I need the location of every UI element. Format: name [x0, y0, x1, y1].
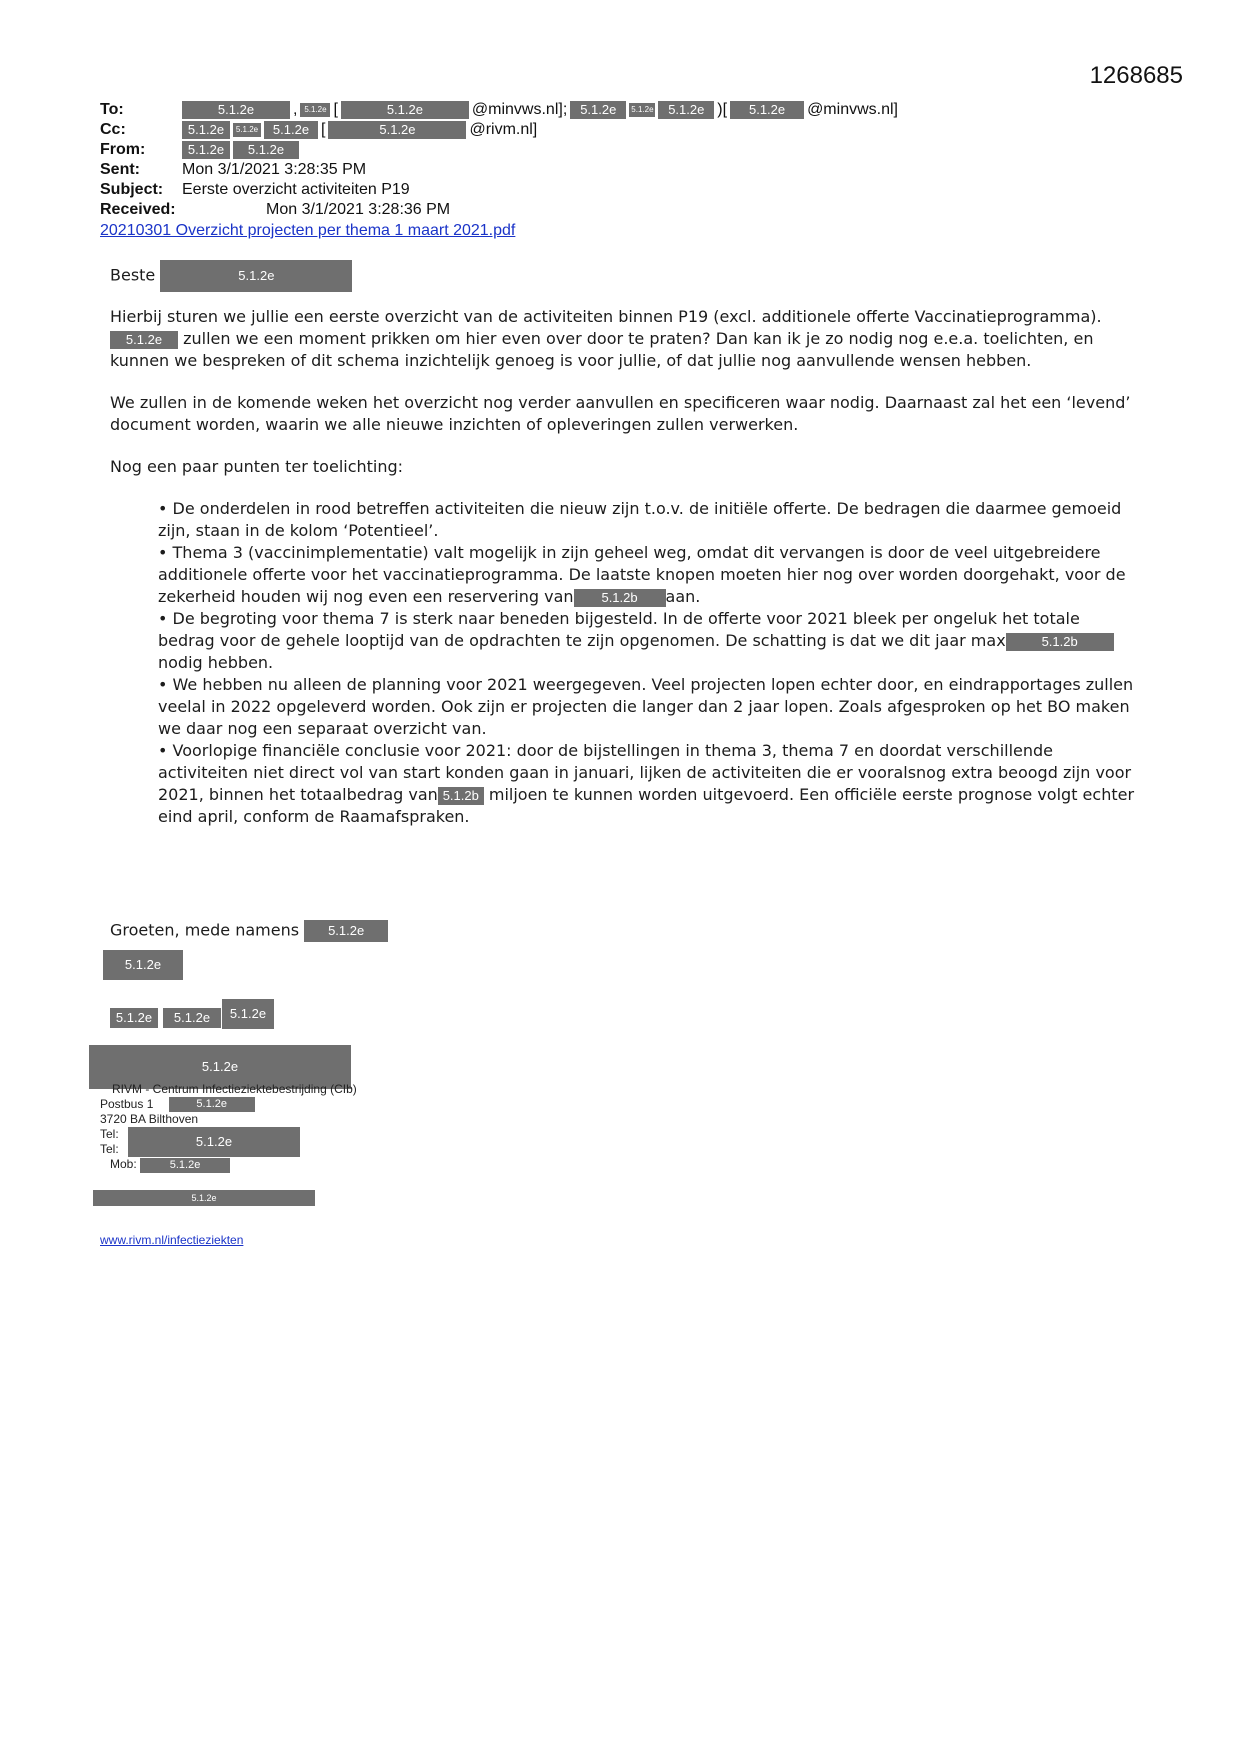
- redaction: 5.1.2e: [629, 103, 655, 117]
- bullet-text: nodig hebben.: [158, 653, 274, 672]
- redaction: 5.1.2e: [570, 101, 626, 119]
- paragraph-3: We zullen in de komende weken het overzicht nog verder aanvullen en specificeren waar nodig. Daarnaast zal het een ‘levend’ document worden, waarin we alle nieuwe inzichten of opleveringen zullen verwerken.: [110, 393, 1131, 434]
- redaction: 5.1.2e: [304, 920, 388, 942]
- signature-phones: [100, 1127, 357, 1172]
- redaction: 5.1.2e: [182, 121, 230, 139]
- redaction: 5.1.2e: [110, 331, 178, 349]
- to-label: To:: [100, 101, 124, 118]
- sent-value: Mon 3/1/2021 3:28:35 PM: [182, 161, 367, 178]
- redaction: 5.1.2e: [300, 103, 330, 117]
- redaction: 5.1.2b: [1006, 633, 1114, 651]
- postbus-text: Postbus 1: [100, 1097, 154, 1111]
- salutation: Beste: [110, 265, 156, 285]
- subject-label: Subject:: [100, 181, 164, 198]
- redaction: 5.1.2e: [222, 999, 274, 1029]
- document-number: 1268685: [1089, 62, 1183, 89]
- redaction: 5.1.2e: [160, 260, 352, 292]
- separator: )[: [717, 101, 728, 118]
- to-value: [182, 100, 898, 120]
- redaction: 5.1.2e: [264, 121, 318, 139]
- paragraph-4: Nog een paar punten ter toelichting:: [110, 457, 404, 476]
- redaction: 5.1.2e: [110, 1008, 158, 1028]
- redaction: 5.1.2e: [140, 1158, 230, 1173]
- bullet-list: [158, 498, 1140, 828]
- redaction: 5.1.2e: [730, 101, 804, 119]
- bullet-text: • De begroting voor thema 7 is sterk naar beneden bijgesteld. In de offerte voor 2021 bleek per ongeluk het totale bedrag voor de gehele looptijd van de opdrachten te zijn opgenomen. De schatting is dat we dit jaar max: [158, 609, 1080, 650]
- greeting: [110, 920, 388, 942]
- bullet-item: • De onderdelen in rood betreffen activiteiten die nieuw zijn t.o.v. de initiële offerte. De bedragen die daarmee gemoeid zijn, staan in de kolom ‘Potentieel’.: [158, 499, 1122, 540]
- separator: [: [333, 101, 338, 118]
- bullet-text: • Voorlopige financiële conclusie voor 2021: door de bijstellingen in thema 3, thema 7 en doordat verschillende activiteiten niet direct vol van start konden gaan in januari, lijken de activiteiten die er vooralsnog extra beoogd zijn voor 2021, binnen het totaalbedrag van: [158, 741, 1132, 804]
- sent-label: Sent:: [100, 161, 140, 178]
- redaction: 5.1.2e: [103, 950, 183, 980]
- subject-value: Eerste overzicht activiteiten P19: [182, 181, 410, 198]
- website-link[interactable]: www.rivm.nl/infectieziekten: [100, 1233, 244, 1247]
- sent-row: [100, 160, 898, 180]
- redaction: 5.1.2b: [574, 589, 666, 607]
- redaction: 5.1.2e: [163, 1008, 221, 1028]
- received-label: Received:: [100, 201, 176, 218]
- from-label: From:: [100, 141, 146, 158]
- email-header: [100, 100, 898, 220]
- to-row: [100, 100, 898, 120]
- email-domain: @rivm.nl]: [469, 121, 538, 138]
- bullet-text: aan.: [665, 587, 701, 606]
- from-value: [182, 141, 299, 159]
- redaction: 5.1.2e: [169, 1097, 255, 1112]
- signature-city: 3720 BA Bilthoven: [100, 1112, 199, 1127]
- from-row: [100, 140, 898, 160]
- bullet-item: • We hebben nu alleen de planning voor 2021 weergegeven. Veel projecten lopen echter door, en eindrapportages zullen veelal in 2022 opgeleverd worden. Ook zijn er projecten die langer dan 2 jaar lopen. Zoals afgesproken op het BO maken we daar nog een separaat overzicht van.: [158, 675, 1134, 738]
- redaction: 5.1.2e: [182, 141, 230, 159]
- bullet-item: [158, 542, 1140, 608]
- redaction: 5.1.2e: [89, 1045, 351, 1089]
- redaction: 5.1.2e: [341, 101, 469, 119]
- separator: [: [321, 121, 326, 138]
- tel-2: Tel:: [100, 1142, 119, 1157]
- received-value: Mon 3/1/2021 3:28:36 PM: [266, 201, 451, 218]
- redaction: 5.1.2e: [233, 141, 299, 159]
- paragraph-1: Hierbij sturen we jullie een eerste overzicht van de activiteiten binnen P19 (excl. additionele offerte Vaccinatieprogramma).: [110, 307, 1102, 326]
- email-domain: @minvws.nl]: [807, 101, 898, 118]
- greeting-text: Groeten, mede namens: [110, 920, 300, 940]
- bullet-item: [158, 608, 1140, 674]
- subject-row: [100, 180, 898, 200]
- signature-postbus: [100, 1097, 357, 1112]
- signature-org: RIVM - Centrum Infectieziektebestrijding (CIb): [112, 1082, 357, 1096]
- cc-label: Cc:: [100, 121, 126, 138]
- received-row: [100, 200, 898, 220]
- tel-1: Tel:: [100, 1127, 119, 1142]
- email-domain: @minvws.nl];: [471, 101, 568, 118]
- redaction: 5.1.2e: [128, 1127, 300, 1157]
- paragraph-2-text: zullen we een moment prikken om hier even over door te praten? Dan kan ik je zo nodig nog e.e.a. toelichten, en kunnen we bespreken of dit schema inzichtelijk genoeg is voor jullie, of dat jullie nog aanvullende wensen hebben.: [110, 329, 1094, 370]
- redaction: 5.1.2e: [328, 121, 466, 139]
- mob-label: Mob:: [110, 1157, 137, 1172]
- redaction: 5.1.2b: [438, 787, 484, 805]
- redaction: 5.1.2e: [93, 1190, 315, 1206]
- redaction: 5.1.2e: [233, 123, 261, 137]
- bullet-text: • Thema 3 (vaccinimplementatie) valt mogelijk in zijn geheel weg, omdat dit vervangen is door de veel uitgebreidere additionele offerte voor het vaccinatieprogramma. De laatste knopen moeten hier nog over worden doorgehakt, voor de zekerheid houden wij nog even een reservering van: [158, 543, 1126, 606]
- redaction: 5.1.2e: [658, 101, 714, 119]
- redaction: 5.1.2e: [182, 101, 290, 119]
- separator: ,: [293, 101, 298, 118]
- paragraph-2: [110, 328, 1140, 372]
- mob: [100, 1157, 357, 1172]
- bullet-item: [158, 740, 1140, 828]
- bullet-text: miljoen te kunnen worden uitgevoerd. Een officiële eerste prognose volgt echter eind april, conform de Raamafspraken.: [158, 785, 1135, 826]
- signature: [100, 1082, 357, 1173]
- cc-value: [182, 120, 537, 140]
- email-body: [110, 260, 1140, 828]
- cc-row: [100, 120, 898, 140]
- attachment-link[interactable]: 20210301 Overzicht projecten per thema 1 maart 2021.pdf: [100, 222, 516, 239]
